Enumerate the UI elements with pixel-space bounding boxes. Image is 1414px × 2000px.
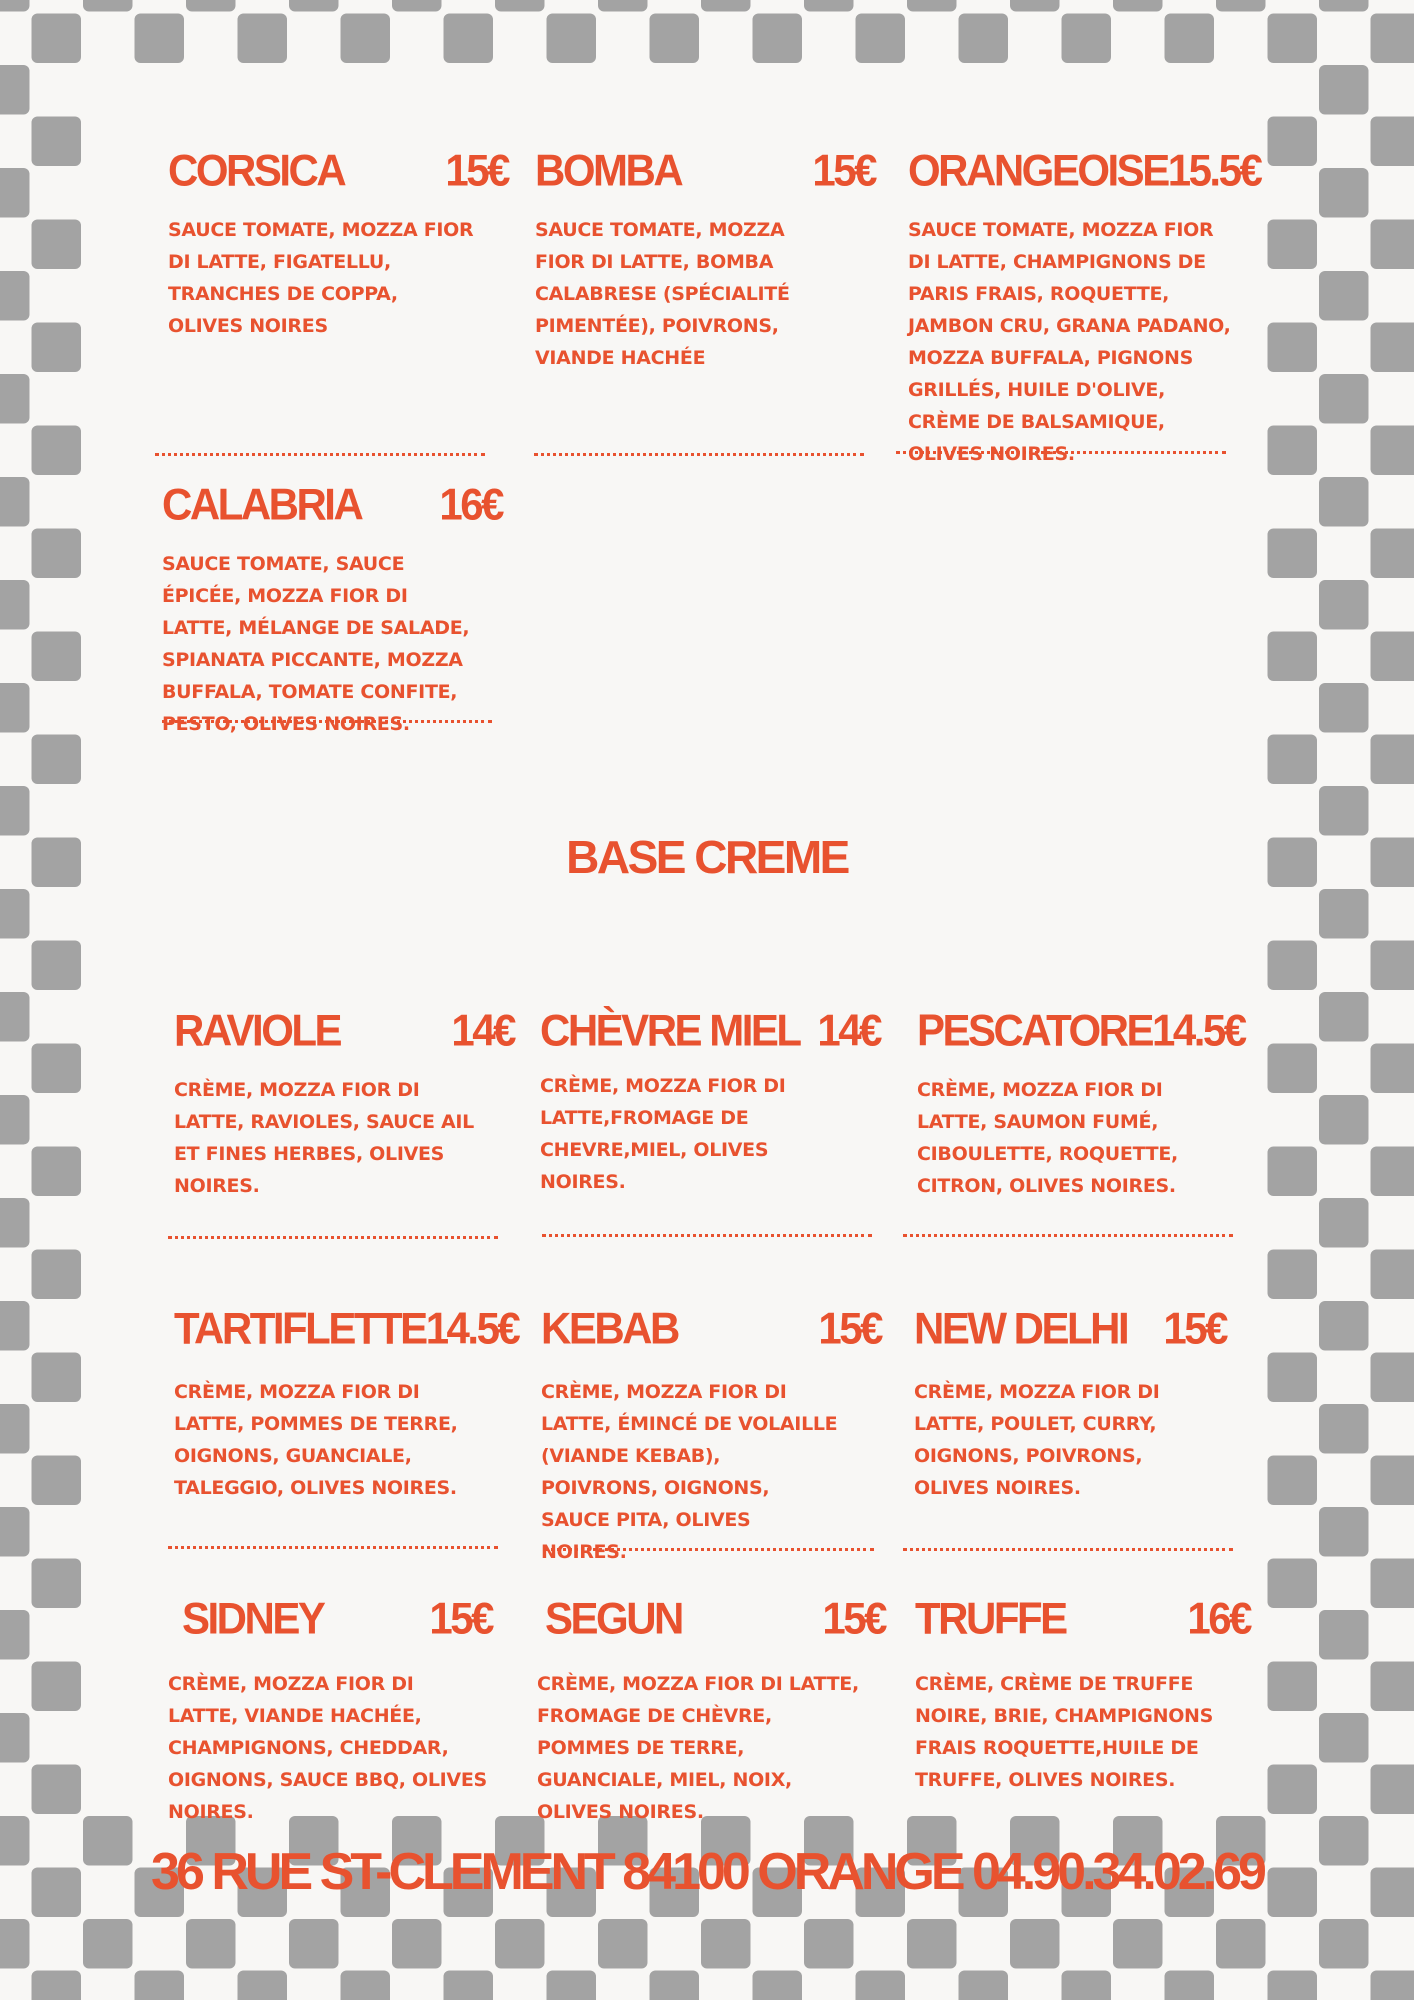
checker-square <box>1371 1147 1414 1197</box>
checker-square <box>0 889 30 939</box>
item-name: RAVIOLE <box>174 1005 341 1056</box>
checker-square <box>1319 65 1369 115</box>
checker-square <box>32 1765 82 1815</box>
menu-item-orangeoise <box>908 145 1261 470</box>
checker-square <box>289 1919 339 1969</box>
checker-square <box>650 1971 700 2000</box>
checker-square <box>0 374 30 424</box>
checker-square <box>1371 220 1414 270</box>
menu-item-pescatore <box>917 1005 1245 1202</box>
menu-item-corsica <box>168 145 508 342</box>
item-name: CALABRIA <box>162 479 362 530</box>
checker-square <box>1371 735 1414 785</box>
checker-square <box>1113 0 1163 12</box>
checker-square <box>1268 941 1318 991</box>
item-description: CRÈME, MOZZA FIOR DI LATTE, RAVIOLES, SAUCE AIL ET FINES HERBES, OLIVES NOIRES. <box>174 1079 474 1197</box>
checker-square <box>83 0 133 12</box>
item-price: 15€ <box>818 1303 881 1354</box>
checker-square <box>856 1971 906 2000</box>
item-name: ORANGEOISE <box>908 145 1168 196</box>
checker-square <box>1319 1404 1369 1454</box>
checker-square <box>1371 1765 1414 1815</box>
menu-item-tartiflette <box>174 1303 519 1504</box>
checker-square <box>0 992 30 1042</box>
checker-square <box>32 1971 82 2000</box>
checker-square <box>907 1919 957 1969</box>
item-description: SAUCE TOMATE, MOZZA FIOR DI LATTE, BOMBA CALABRESE (SPÉCIALITÉ PIMENTÉE), POIVRONS, VIANDE HACHÉE <box>535 219 790 369</box>
item-price: 15€ <box>822 1593 885 1644</box>
item-name: CHÈVRE MIEL <box>540 1005 800 1056</box>
checker-square <box>0 1507 30 1557</box>
checker-square <box>186 0 236 12</box>
checker-square <box>1319 271 1369 321</box>
checker-square <box>804 0 854 12</box>
checker-square <box>1319 1095 1369 1145</box>
checker-square <box>32 735 82 785</box>
checker-square <box>32 14 82 64</box>
checker-square <box>650 14 700 64</box>
checker-square <box>804 1919 854 1969</box>
checker-square <box>1319 1610 1369 1660</box>
item-price: 15€ <box>429 1593 492 1644</box>
checker-square <box>0 683 30 733</box>
checker-square <box>0 271 30 321</box>
divider <box>903 1548 1233 1551</box>
checker-square <box>495 0 545 12</box>
menu-item-truffe <box>915 1593 1250 1796</box>
divider <box>542 1234 872 1237</box>
checker-square <box>1268 1353 1318 1403</box>
menu-item-calabria <box>162 479 502 740</box>
checker-square <box>1371 1353 1414 1403</box>
checker-square <box>1319 374 1369 424</box>
checker-square <box>1113 1919 1163 1969</box>
divider <box>903 1234 1233 1237</box>
checker-square <box>1062 1971 1112 2000</box>
checker-square <box>1062 14 1112 64</box>
checker-square <box>1268 1250 1318 1300</box>
checker-square <box>32 1559 82 1609</box>
item-name: BOMBA <box>535 145 682 196</box>
checker-square <box>1371 426 1414 476</box>
checker-square <box>701 1919 751 1969</box>
item-name: SEGUN <box>545 1593 682 1644</box>
menu-item-raviole <box>174 1005 514 1202</box>
divider <box>534 453 864 456</box>
checker-square <box>959 14 1009 64</box>
checker-square <box>32 529 82 579</box>
item-name: KEBAB <box>541 1303 678 1354</box>
checker-square <box>701 0 751 12</box>
address-footer: 36 RUE ST-CLEMENT 84100 ORANGE 04.90.34.02.69 <box>151 1843 1263 1901</box>
checker-square <box>1268 14 1318 64</box>
item-price: 14€ <box>817 1005 880 1056</box>
checker-square <box>289 0 339 12</box>
checker-square <box>1371 941 1414 991</box>
item-name: NEW DELHI <box>914 1303 1128 1354</box>
divider <box>544 1548 874 1551</box>
checker-square <box>1268 426 1318 476</box>
checker-square <box>1319 1301 1369 1351</box>
checker-square <box>1319 1198 1369 1248</box>
checker-square <box>1268 529 1318 579</box>
checker-square <box>753 1971 803 2000</box>
checker-square <box>1216 0 1266 12</box>
checker-square <box>0 477 30 527</box>
item-description: SAUCE TOMATE, SAUCE ÉPICÉE, MOZZA FIOR DI LATTE, MÉLANGE DE SALADE, SPIANATA PICCANTE, MOZZA BUFFALA, TOMATE CONFITE, PESTO, OLIVES NOIRES. <box>162 553 470 735</box>
checker-square <box>392 0 442 12</box>
checker-square <box>1371 1456 1414 1506</box>
item-name: PESCATORE <box>917 1005 1152 1056</box>
item-description: CRÈME, MOZZA FIOR DI LATTE, POULET, CURRY, OIGNONS, POIVRONS, OLIVES NOIRES. <box>914 1381 1160 1499</box>
checker-square <box>238 14 288 64</box>
item-price: 14.5€ <box>425 1303 519 1354</box>
checker-square <box>1319 580 1369 630</box>
checker-square <box>1371 117 1414 167</box>
checker-square <box>32 1044 82 1094</box>
checker-square <box>444 1971 494 2000</box>
menu-item-kebab <box>541 1303 881 1568</box>
checker-square <box>0 786 30 836</box>
checker-square <box>0 1919 30 1969</box>
item-price: 15€ <box>812 145 875 196</box>
checker-square <box>1010 0 1060 12</box>
checker-square <box>1371 14 1414 64</box>
divider <box>168 1546 498 1549</box>
checker-square <box>1371 632 1414 682</box>
checker-square <box>753 14 803 64</box>
checker-square <box>135 1971 185 2000</box>
checker-square <box>0 1095 30 1145</box>
checker-square <box>1319 1919 1369 1969</box>
checker-square <box>1319 889 1369 939</box>
item-name: CORSICA <box>168 145 345 196</box>
checker-square <box>598 1919 648 1969</box>
checker-square <box>32 941 82 991</box>
item-description: CRÈME, MOZZA FIOR DI LATTE, POMMES DE TERRE, OIGNONS, GUANCIALE, TALEGGIO, OLIVES NOIRES. <box>174 1381 458 1499</box>
item-description: SAUCE TOMATE, MOZZA FIOR DI LATTE, CHAMPIGNONS DE PARIS FRAIS, ROQUETTE, JAMBON CRU, GRANA PADANO, MOZZA BUFFALA, PIGNONS GRILLÉS, HUILE D'OLIVE, CRÈME DE BALSAMIQUE, OLIVES NOIRES. <box>908 219 1231 465</box>
checker-square <box>1268 735 1318 785</box>
item-description: SAUCE TOMATE, MOZZA FIOR DI LATTE, FIGATELLU, TRANCHES DE COPPA, OLIVES NOIRES <box>168 219 474 337</box>
checker-square <box>32 1662 82 1712</box>
checker-square <box>1371 1971 1414 2000</box>
checker-square <box>1319 1713 1369 1763</box>
checker-square <box>32 1456 82 1506</box>
checker-square <box>444 14 494 64</box>
checker-square <box>1268 1662 1318 1712</box>
checker-square <box>135 14 185 64</box>
section-title: BASE CREME <box>566 831 848 883</box>
checker-square <box>341 14 391 64</box>
checker-square <box>1319 1507 1369 1557</box>
checker-square <box>32 1147 82 1197</box>
checker-square <box>392 1919 442 1969</box>
checker-square <box>1371 1250 1414 1300</box>
checker-square <box>1268 1044 1318 1094</box>
checker-square <box>1268 1765 1318 1815</box>
item-price: 15€ <box>1163 1303 1226 1354</box>
checker-square <box>32 1250 82 1300</box>
checker-square <box>0 168 30 218</box>
checker-square <box>1371 529 1414 579</box>
checker-square <box>1165 1971 1215 2000</box>
checker-square <box>32 323 82 373</box>
divider <box>155 453 485 456</box>
checker-square <box>1165 14 1215 64</box>
menu-item-bomba <box>535 145 875 374</box>
checker-square <box>959 1971 1009 2000</box>
checker-square <box>83 1919 133 1969</box>
checker-square <box>1319 168 1369 218</box>
checker-square <box>1010 1919 1060 1969</box>
checker-square <box>598 0 648 12</box>
checker-square <box>0 580 30 630</box>
checker-square <box>0 1610 30 1660</box>
checker-square <box>341 1971 391 2000</box>
divider <box>168 1236 498 1239</box>
divider <box>896 451 1226 454</box>
item-name: TARTIFLETTE <box>174 1303 426 1354</box>
checker-square <box>1371 1662 1414 1712</box>
checker-square <box>1319 683 1369 733</box>
checker-square <box>0 1301 30 1351</box>
item-price: 15.5€ <box>1167 145 1261 196</box>
item-price: 16€ <box>1187 1593 1250 1644</box>
item-price: 14.5€ <box>1152 1005 1245 1056</box>
item-description: CRÈME, CRÈME DE TRUFFE NOIRE, BRIE, CHAMPIGNONS FRAIS ROQUETTE,HUILE DE TRUFFE, OLIVES NOIRES. <box>915 1673 1214 1791</box>
checker-square <box>1268 117 1318 167</box>
checker-square <box>1268 323 1318 373</box>
checker-square <box>547 14 597 64</box>
checker-square <box>32 426 82 476</box>
checker-square <box>32 632 82 682</box>
checker-square <box>1216 1919 1266 1969</box>
checker-square <box>1319 0 1369 12</box>
checker-square <box>1268 1559 1318 1609</box>
item-description: CRÈME, MOZZA FIOR DI LATTE, VIANDE HACHÉE, CHAMPIGNONS, CHEDDAR, OIGNONS, SAUCE BBQ, OLIVES NOIRES. <box>168 1673 487 1823</box>
item-description: CRÈME, MOZZA FIOR DI LATTE, FROMAGE DE CHÈVRE, POMMES DE TERRE, GUANCIALE, MIEL, NOIX, OLIVES NOIRES. <box>537 1673 859 1823</box>
checker-square <box>0 1713 30 1763</box>
menu-item-new-delhi <box>914 1303 1226 1504</box>
divider <box>162 720 492 723</box>
checker-square <box>1268 1456 1318 1506</box>
checker-square <box>186 1919 236 1969</box>
checker-square <box>1268 1971 1318 2000</box>
checker-square <box>1268 1147 1318 1197</box>
checker-square <box>547 1971 597 2000</box>
item-description: CRÈME, MOZZA FIOR DI LATTE, SAUMON FUMÉ, CIBOULETTE, ROQUETTE, CITRON, OLIVES NOIRES. <box>917 1079 1178 1197</box>
item-name: SIDNEY <box>182 1593 324 1644</box>
checker-square <box>32 220 82 270</box>
checker-square <box>856 14 906 64</box>
checker-square <box>1371 323 1414 373</box>
menu-item-chevre-miel <box>540 1005 880 1198</box>
checker-square <box>32 117 82 167</box>
item-price: 16€ <box>439 479 502 530</box>
item-price: 14€ <box>451 1005 514 1056</box>
menu-item-sidney <box>168 1593 492 1828</box>
item-description: CRÈME, MOZZA FIOR DI LATTE, ÉMINCÉ DE VOLAILLE (VIANDE KEBAB), POIVRONS, OIGNONS, SAUCE PITA, OLIVES NOIRES. <box>541 1381 838 1563</box>
checker-square <box>0 0 30 12</box>
menu-item-segun <box>537 1593 885 1828</box>
checker-square <box>238 1971 288 2000</box>
checker-square <box>1371 1559 1414 1609</box>
checker-square <box>495 1919 545 1969</box>
item-name: TRUFFE <box>915 1593 1066 1644</box>
checker-square <box>1268 220 1318 270</box>
item-price: 15€ <box>445 145 508 196</box>
checker-square <box>1319 992 1369 1042</box>
checker-square <box>0 65 30 115</box>
checker-square <box>1371 1044 1414 1094</box>
checker-square <box>0 1198 30 1248</box>
checker-square <box>0 1404 30 1454</box>
checker-square <box>32 1353 82 1403</box>
checker-square <box>1268 632 1318 682</box>
checker-square <box>907 0 957 12</box>
checker-square <box>1319 786 1369 836</box>
item-description: CRÈME, MOZZA FIOR DI LATTE,FROMAGE DE CHEVRE,MIEL, OLIVES NOIRES. <box>540 1075 786 1193</box>
checker-square <box>1319 477 1369 527</box>
